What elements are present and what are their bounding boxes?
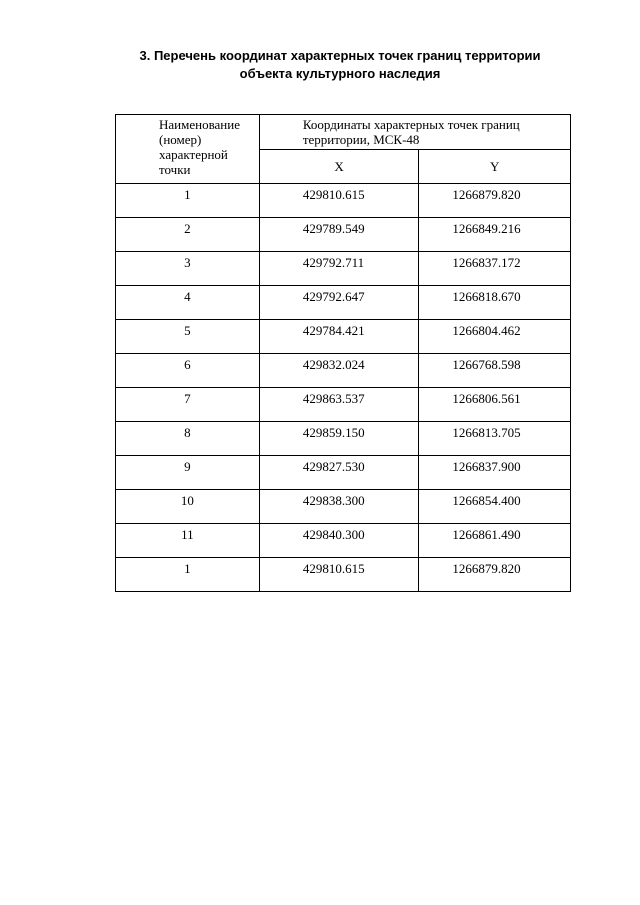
table-row <box>116 490 571 524</box>
y-coordinate-cell: 1266804.462 <box>419 320 571 354</box>
x-coordinate-cell: 429784.421 <box>259 320 419 354</box>
y-coordinate-cell: 1266854.400 <box>419 490 571 524</box>
x-coordinate-cell: 429792.647 <box>259 286 419 320</box>
point-number-cell: 1 <box>116 184 260 218</box>
y-coordinate-cell: 1266879.820 <box>419 558 571 592</box>
point-number-cell: 4 <box>116 286 260 320</box>
coordinates-table <box>115 114 571 592</box>
x-coordinate-cell: 429827.530 <box>259 456 419 490</box>
table-row <box>116 388 571 422</box>
header-y: Y <box>419 150 571 184</box>
table-row <box>116 456 571 490</box>
point-number-cell: 6 <box>116 354 260 388</box>
y-coordinate-cell: 1266879.820 <box>419 184 571 218</box>
point-number-cell: 10 <box>116 490 260 524</box>
x-coordinate-cell: 429792.711 <box>259 252 419 286</box>
point-number-cell: 7 <box>116 388 260 422</box>
header-row <box>116 115 571 150</box>
heading-line-1: 3. Перечень координат характерных точек границ территории <box>139 48 541 63</box>
y-coordinate-cell: 1266837.900 <box>419 456 571 490</box>
heading-line-2: объекта культурного наследия <box>239 66 441 81</box>
point-number-cell: 1 <box>116 558 260 592</box>
x-coordinate-cell: 429789.549 <box>259 218 419 252</box>
section-heading <box>60 47 620 83</box>
header-point-name: Наименование (номер) характерной точки <box>116 115 260 184</box>
x-coordinate-cell: 429810.615 <box>259 558 419 592</box>
table-row <box>116 184 571 218</box>
table-row <box>116 218 571 252</box>
point-number-cell: 11 <box>116 524 260 558</box>
header-x: X <box>259 150 419 184</box>
y-coordinate-cell: 1266806.561 <box>419 388 571 422</box>
table-row <box>116 524 571 558</box>
table-row <box>116 558 571 592</box>
x-coordinate-cell: 429863.537 <box>259 388 419 422</box>
x-coordinate-cell: 429832.024 <box>259 354 419 388</box>
table-row <box>116 422 571 456</box>
table-row <box>116 286 571 320</box>
y-coordinate-cell: 1266818.670 <box>419 286 571 320</box>
table-row <box>116 320 571 354</box>
point-number-cell: 2 <box>116 218 260 252</box>
x-coordinate-cell: 429859.150 <box>259 422 419 456</box>
point-number-cell: 3 <box>116 252 260 286</box>
table-row <box>116 354 571 388</box>
x-coordinate-cell: 429838.300 <box>259 490 419 524</box>
y-coordinate-cell: 1266813.705 <box>419 422 571 456</box>
point-number-cell: 8 <box>116 422 260 456</box>
y-coordinate-cell: 1266861.490 <box>419 524 571 558</box>
y-coordinate-cell: 1266768.598 <box>419 354 571 388</box>
x-coordinate-cell: 429810.615 <box>259 184 419 218</box>
y-coordinate-cell: 1266849.216 <box>419 218 571 252</box>
point-number-cell: 5 <box>116 320 260 354</box>
x-coordinate-cell: 429840.300 <box>259 524 419 558</box>
header-coordinates: Координаты характерных точек границ территории, МСК-48 <box>259 115 570 150</box>
point-number-cell: 9 <box>116 456 260 490</box>
y-coordinate-cell: 1266837.172 <box>419 252 571 286</box>
table-row <box>116 252 571 286</box>
